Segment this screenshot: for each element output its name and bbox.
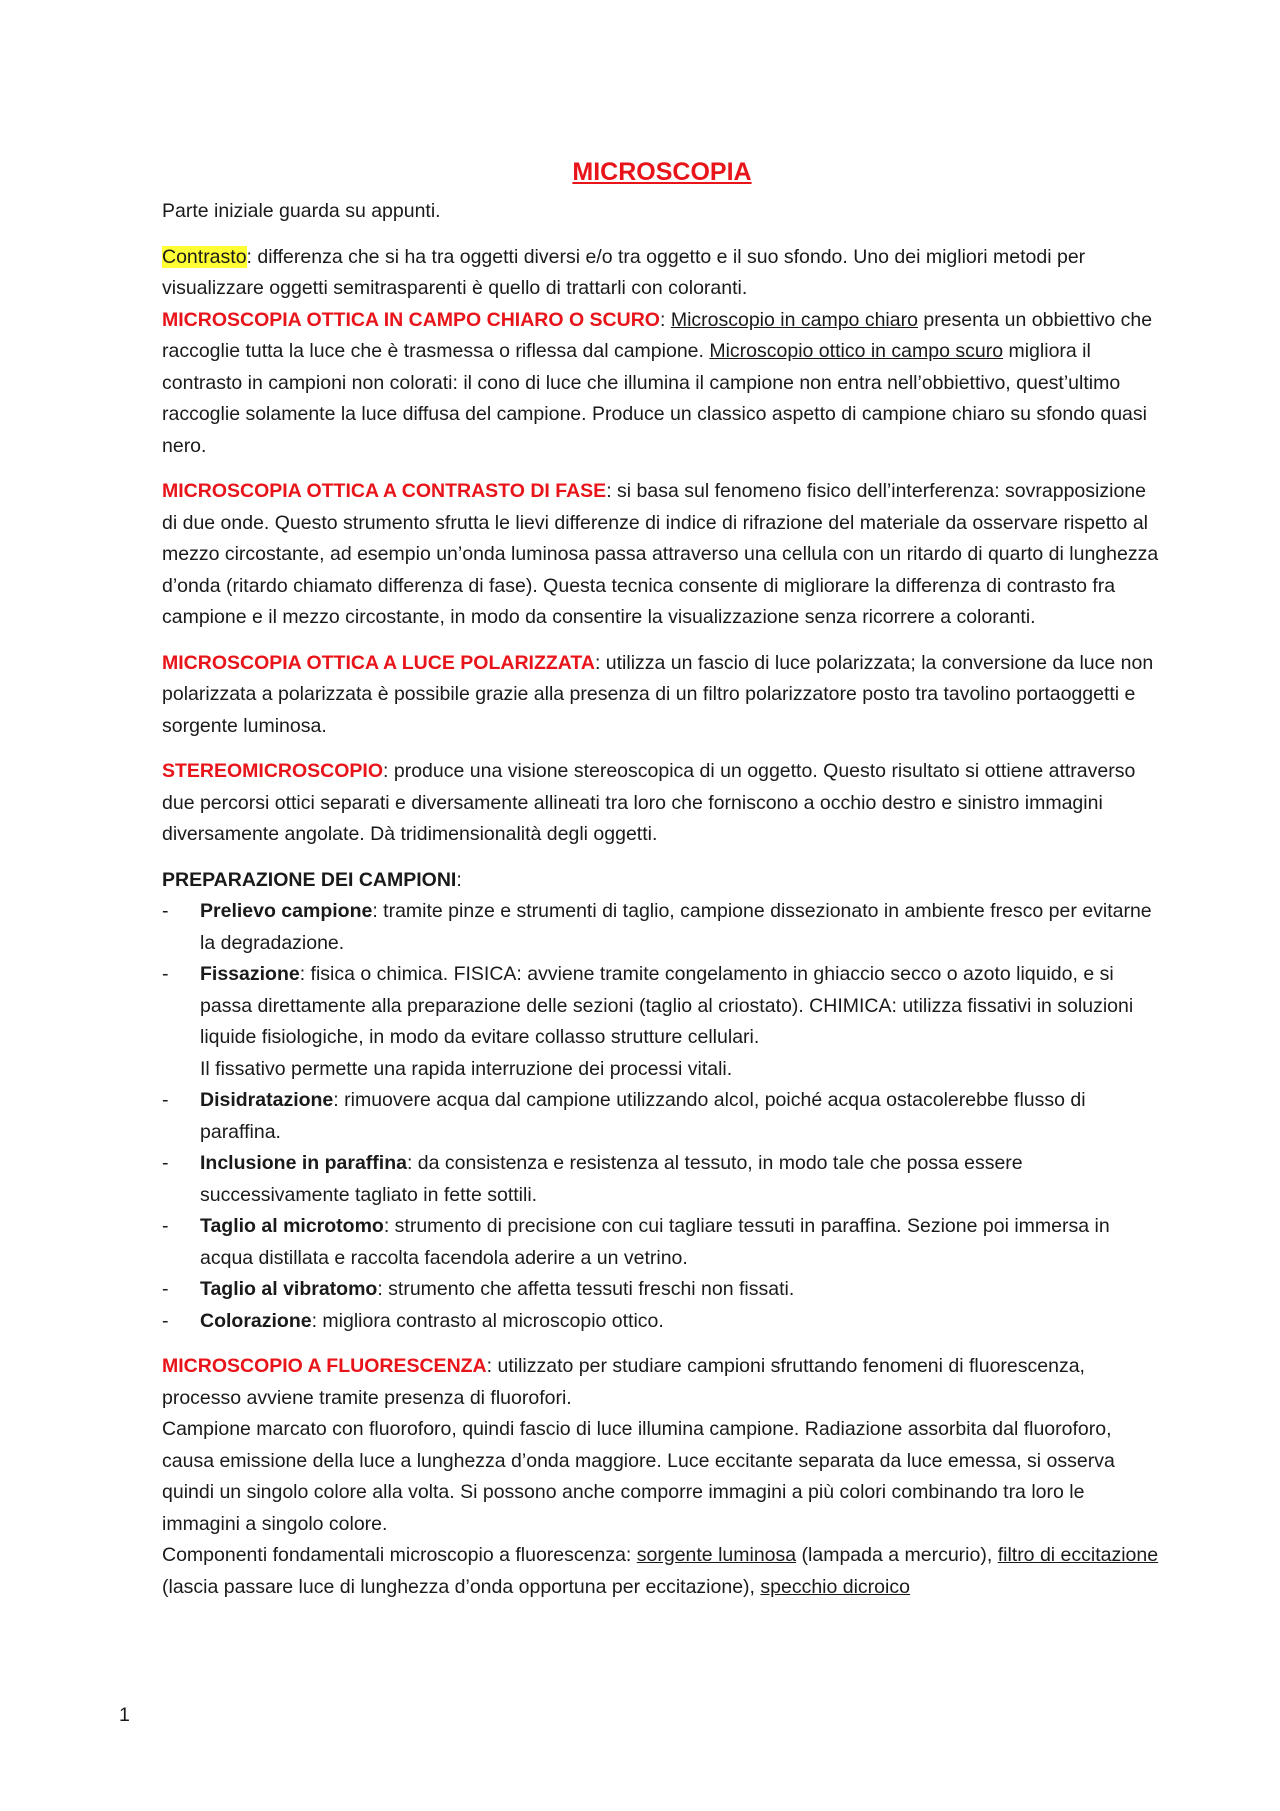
list-item-term: Colorazione bbox=[200, 1309, 312, 1332]
sorgente-luminosa-term: sorgente luminosa bbox=[636, 1544, 797, 1566]
list-item bbox=[162, 959, 1162, 1085]
fluorescenza-p3-text-2: (lascia passare luce di lunghezza d’onda opportuna per eccitazione), bbox=[162, 1575, 761, 1598]
list-item-text: : tramite pinze e strumenti di taglio, campione dissezionato in ambiente fresco per evitarne la degradazione. bbox=[200, 900, 1152, 954]
campo-sep: : bbox=[659, 308, 671, 331]
list-item-text: : migliora contrasto al microscopio ottico. bbox=[311, 1309, 664, 1332]
fluorescenza-heading: MICROSCOPIO A FLUORESCENZA bbox=[162, 1355, 487, 1377]
fluorescenza-paragraph-3 bbox=[162, 1540, 1162, 1603]
list-item bbox=[162, 1306, 1162, 1338]
list-item-text: : da consistenza e resistenza al tessuto, in modo tale che possa essere successivamente tagliato in fette sottili. bbox=[200, 1152, 1023, 1206]
campo-text-2: migliora il contrasto in campioni non colorati: il cono di luce che illumina il campione non entra nell’obbiettivo, quest’ultimo raccoglie solamente la luce diffusa del campione. Produce un classico aspetto di campione chiaro su sfondo quasi nero. bbox=[162, 340, 1147, 457]
list-item-term: Inclusione in paraffina bbox=[200, 1152, 407, 1174]
list-item bbox=[162, 896, 1162, 959]
page-title: MICROSCOPIA bbox=[572, 158, 752, 186]
campo-scuro-term: Microscopio ottico in campo scuro bbox=[709, 340, 1004, 362]
preparazione-list bbox=[162, 896, 1162, 1337]
campo-chiaro-term: Microscopio in campo chiaro bbox=[670, 308, 918, 331]
list-item-term: Fissazione bbox=[200, 963, 300, 985]
fase-paragraph bbox=[162, 476, 1162, 634]
preparazione-heading: PREPARAZIONE DEI CAMPIONI bbox=[162, 868, 457, 891]
list-item bbox=[162, 1211, 1162, 1274]
preparazione-heading-line bbox=[162, 865, 1162, 897]
list-item-term: Taglio al vibratomo bbox=[200, 1278, 378, 1300]
campo-heading: MICROSCOPIA OTTICA IN CAMPO CHIARO O SCURO bbox=[162, 308, 660, 331]
preparazione-colon: : bbox=[456, 868, 462, 891]
polarizzata-heading: MICROSCOPIA OTTICA A LUCE POLARIZZATA bbox=[162, 651, 595, 674]
fluorescenza-text: : utilizzato per studiare campioni sfruttando fenomeni di fluorescenza, processo avviene tramite presenza di fluorofori. bbox=[162, 1355, 1085, 1409]
polarizzata-paragraph bbox=[162, 648, 1162, 743]
stereo-heading: STEREOMICROSCOPIO bbox=[162, 760, 384, 782]
campo-text-1: presenta un obbiettivo che raccoglie tutta la luce che è trasmessa o riflessa dal campione. bbox=[162, 308, 1153, 362]
list-item-text: : fisica o chimica. FISICA: avviene tramite congelamento in ghiaccio secco o azoto liquido, e si passa direttamente alla preparazione delle sezioni (taglio al criostato). CHIMICA: utilizza fissativi in soluzioni liquide fisiologiche, in modo da evitare collasso strutture cellulari. bbox=[200, 963, 1134, 1048]
list-item bbox=[162, 1085, 1162, 1148]
specchio-dicroico-term: specchio dicroico bbox=[760, 1575, 910, 1598]
list-item-text: : strumento di precisione con cui tagliare tessuti in paraffina. Sezione poi immersa in acqua distillata e raccolta facendola aderire a un vetrino. bbox=[200, 1215, 1110, 1269]
contrasto-text: : differenza che si ha tra oggetti diversi e/o tra oggetto e il suo sfondo. Uno dei migliori metodi per visualizzare oggetti semitrasparenti è quello di trattarli con coloranti. bbox=[162, 245, 1086, 299]
list-item-term: Prelievo campione bbox=[200, 900, 373, 922]
contrasto-paragraph bbox=[162, 242, 1162, 305]
list-item bbox=[162, 1274, 1162, 1306]
fase-text: : si basa sul fenomeno fisico dell’interferenza: sovrapposizione di due onde. Questo strumento sfrutta le lievi differenze di indice di rifrazione del materiale da osservare rispetto al mezzo circostante, ad esempio un’onda luminosa passa attraverso una cellula con un ritardo di quarto di lunghezza d’onda (ritardo chiamato differenza di fase). Questa tecnica consente di migliorare la differenza di contrasto fra campione e il mezzo circostante, in modo da consentire la visualizzazione senza ricorrere a coloranti. bbox=[162, 480, 1159, 628]
list-item-text: : rimuovere acqua dal campione utilizzando alcol, poiché acqua ostacolerebbe flusso di paraffina. bbox=[200, 1089, 1086, 1143]
fluorescenza-paragraph-2: Campione marcato con fluoroforo, quindi fascio di luce illumina campione. Radiazione assorbita dal fluoroforo, causa emissione della luce a lunghezza d’onda maggiore. Luce eccitante separata da luce emessa, si osserva quindi un singolo colore alla volta. Si possono anche comporre immagini a più colori combinando tra loro le immagini a singolo colore. bbox=[162, 1418, 1115, 1535]
list-item-term: Disidratazione bbox=[200, 1089, 334, 1111]
list-item-extra: Il fissativo permette una rapida interruzione dei processi vitali. bbox=[200, 1057, 733, 1080]
filtro-eccitazione-term: filtro di eccitazione bbox=[997, 1544, 1159, 1566]
fluorescenza-p3-text-1: (lampada a mercurio), bbox=[796, 1544, 998, 1566]
campo-paragraph bbox=[162, 305, 1162, 463]
fluorescenza-paragraph bbox=[162, 1351, 1162, 1414]
intro-paragraph: Parte iniziale guarda su appunti. bbox=[162, 200, 441, 222]
list-item-term: Taglio al microtomo bbox=[200, 1215, 384, 1237]
polarizzata-text: : utilizza un fascio di luce polarizzata; la conversione da luce non polarizzata a polarizzata è possibile grazie alla presenza di un filtro polarizzatore posto tra tavolino portaoggetti e sorgente luminosa. bbox=[162, 651, 1154, 737]
fluorescenza-p3-start: Componenti fondamentali microscopio a fluorescenza: bbox=[162, 1544, 637, 1566]
page-number: 1 bbox=[119, 1704, 130, 1726]
document-body bbox=[162, 152, 1162, 1603]
contrasto-term: Contrasto bbox=[162, 245, 247, 268]
stereo-text: : produce una visione stereoscopica di un oggetto. Questo risultato si ottiene attraverso due percorsi ottici separati e diversamente allineati tra loro che forniscono a occhio destro e sinistro immagini diversamente angolate. Dà tridimensionalità degli oggetti. bbox=[162, 760, 1136, 845]
list-item bbox=[162, 1148, 1162, 1211]
stereo-paragraph bbox=[162, 756, 1162, 851]
list-item-text: : strumento che affetta tessuti freschi non fissati. bbox=[377, 1278, 795, 1300]
fase-heading: MICROSCOPIA OTTICA A CONTRASTO DI FASE bbox=[162, 480, 607, 502]
